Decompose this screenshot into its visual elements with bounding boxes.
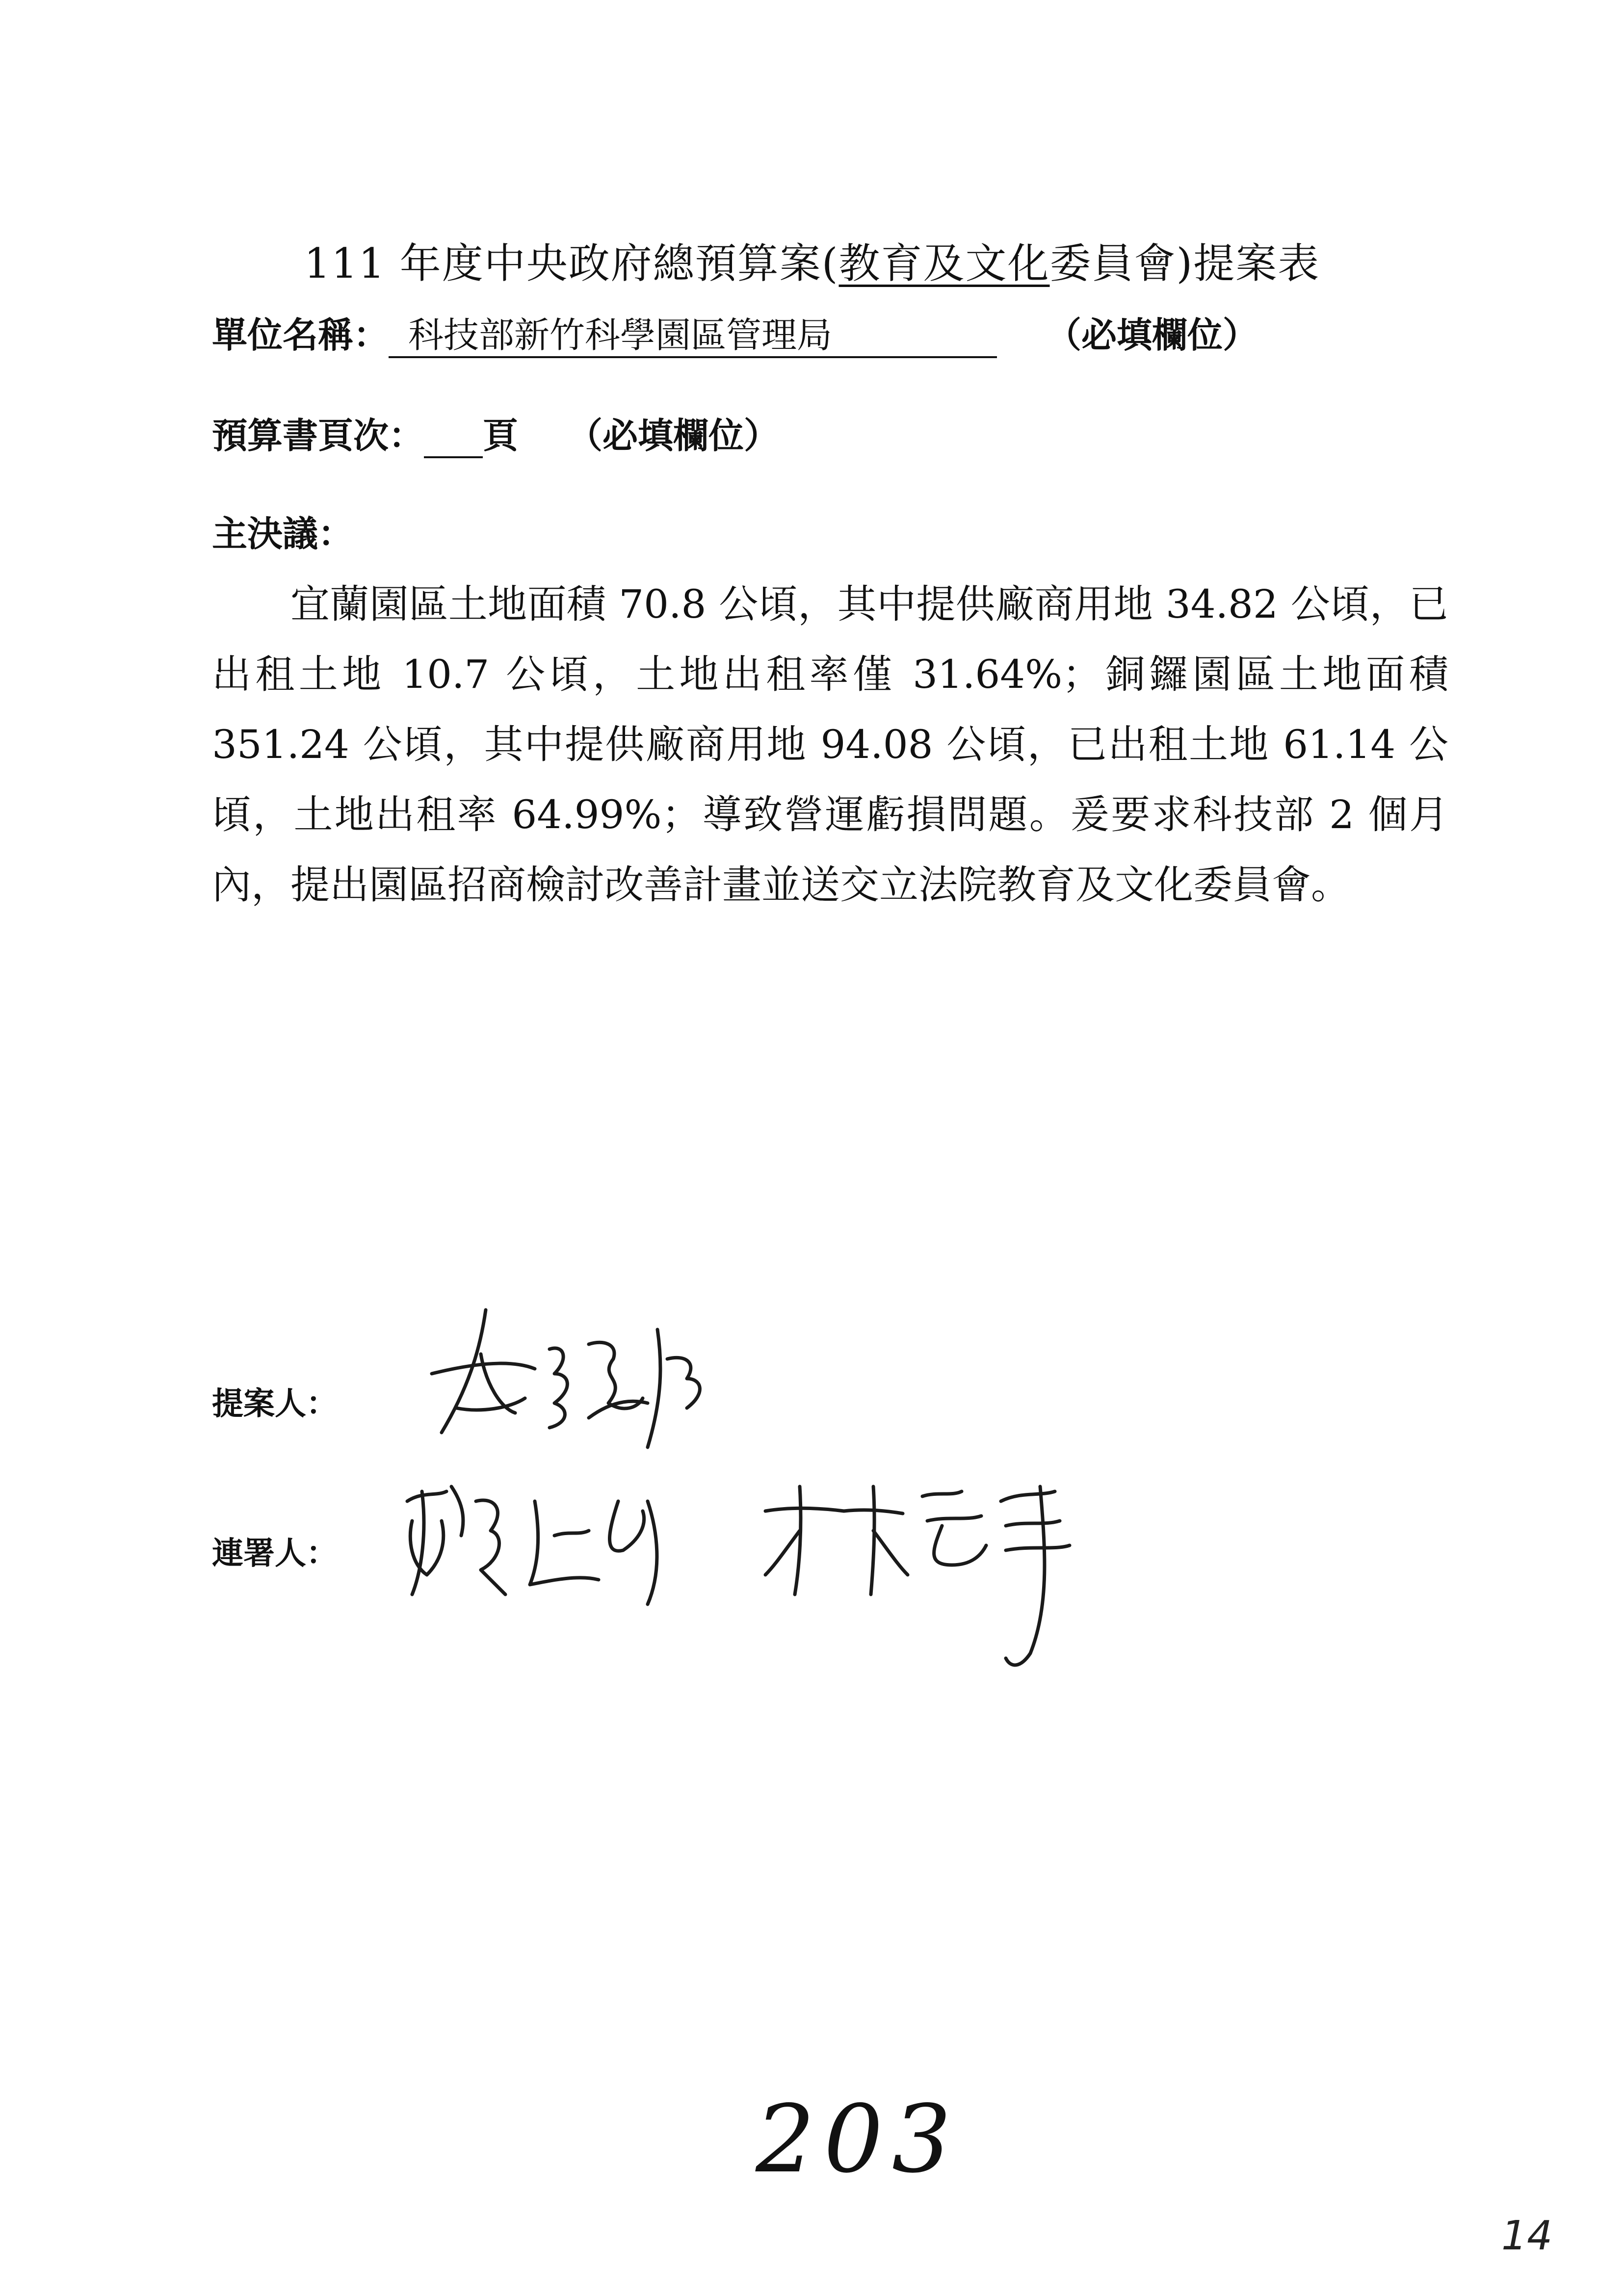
handwritten-page-number: 203: [756, 2085, 960, 2193]
budget-page-row: [212, 407, 779, 458]
unit-row: [212, 307, 1258, 358]
cosigner-label: 連署人：: [212, 1536, 338, 1572]
unit-value: 科技部新竹科學園區管理局: [389, 314, 997, 358]
budget-page-blank: [424, 422, 483, 458]
unit-label: 單位名稱：: [212, 314, 389, 356]
proposer-label: 提案人：: [212, 1386, 338, 1422]
form-title: [0, 231, 1624, 290]
resolution-heading: 主決議：: [212, 513, 354, 554]
budget-page-unit: 頁: [483, 415, 519, 456]
unit-required-note: （必填欄位）: [1046, 314, 1258, 356]
cosigner-signature-1-image: [393, 1472, 687, 1614]
budget-page-required-note: （必填欄位）: [567, 415, 780, 456]
cosigner-signature-2-image: [756, 1467, 1099, 1678]
title-suffix: 委員會)提案表: [1049, 239, 1320, 287]
budget-page-label: 預算書頁次：: [212, 415, 424, 456]
resolution-body: 宜蘭園區土地面積 70.8 公頃，其中提供廠商用地 34.82 公頃，已出租土地 10.7 公頃，土地出租率僅 31.64%；銅鑼園區土地面積 351.24 公頃，其中提供廠商用地 94.08 公頃，已出租土地 61.14 公頃，土地出租率 64.99%；導致營運虧損問題。爰要求科技部 2 個月內，提出園區招商檢討改善計畫並送交立法院教育及文化委員會。: [212, 581, 1448, 908]
handwritten-corner-number: 14: [1501, 2213, 1553, 2259]
title-prefix: 111 年度中央政府總預算案(: [304, 239, 839, 287]
proposer-signature-image: [412, 1290, 716, 1452]
title-committee: 教育及文化: [838, 239, 1050, 287]
